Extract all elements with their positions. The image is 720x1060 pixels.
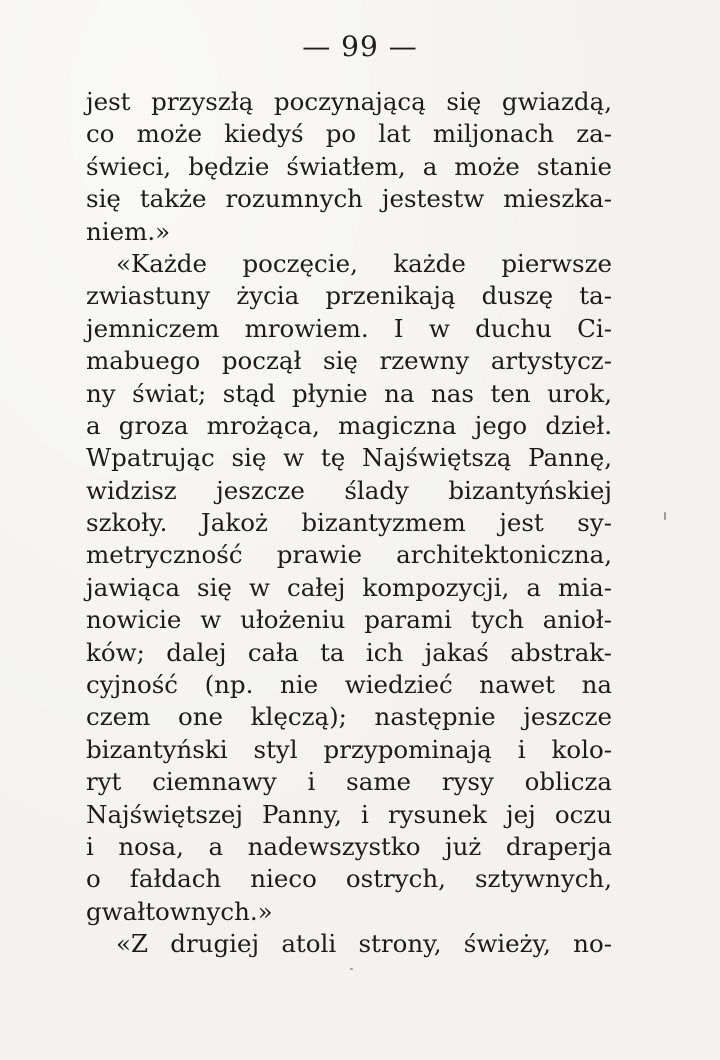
text-line: cyjność (np. nie wiedzieć nawet na	[86, 670, 612, 700]
text-line: gwałtownych.»	[86, 896, 273, 926]
text-line: jemniczem mrowiem. I w duchu Ci-	[86, 313, 612, 343]
text-line: ryt ciemnawy i same rysy oblicza	[86, 767, 612, 797]
text-line: jawiąca się w całej kompozycji, a mia-	[86, 572, 612, 602]
text-line: się także rozumnych jestestw mieszka-	[86, 184, 612, 214]
text-line: ków; dalej cała ta ich jakaś abstrak-	[86, 637, 612, 667]
text-line: szkoły. Jakoż bizantyzmem jest sy-	[86, 508, 612, 538]
text-line: świeci, będzie światłem, a może stanie	[86, 151, 612, 181]
text-line: ny świat; stąd płynie na nas ten urok,	[86, 378, 612, 408]
text-line: zwiastuny życia przenikają duszę ta-	[86, 281, 612, 311]
text-line: niem.»	[86, 216, 171, 246]
text-line: jest przyszłą poczynającą się gwiazdą,	[86, 87, 612, 116]
body-text	[86, 86, 612, 961]
text-line: widzisz jeszcze ślady bizantyńskiej	[86, 475, 612, 505]
text-line: bizantyński styl przypominają i kolo-	[86, 734, 612, 764]
text-line: metryczność prawie architektoniczna,	[86, 540, 612, 570]
text-line: Wpatrując się w tę Najświętszą Pannę,	[86, 443, 612, 473]
text-line: «Z drugiej atoli strony, świeży, no-	[116, 929, 612, 959]
text-line: mabuego począł się rzewny artystycz-	[86, 346, 612, 376]
text-line: czem one klęczą); następnie jeszcze	[86, 702, 612, 732]
paper-speck	[350, 968, 353, 970]
text-line: co może kiedyś po lat miljonach za-	[86, 119, 612, 149]
text-line: «Każde poczęcie, każde pierwsze	[116, 248, 612, 278]
page-number: — 99 —	[302, 30, 418, 63]
text-line: nowicie w ułożeniu parami tych anioł-	[86, 605, 612, 635]
text-line: i nosa, a nadewszystko już draperja	[86, 831, 612, 861]
text-line: o fałdach nieco ostrych, sztywnych,	[86, 864, 612, 894]
paper-speck	[664, 512, 666, 520]
text-line: a groza mrożąca, magiczna jego dzieł.	[86, 410, 612, 440]
text-line: Najświętszej Panny, i rysunek jej oczu	[86, 799, 612, 829]
